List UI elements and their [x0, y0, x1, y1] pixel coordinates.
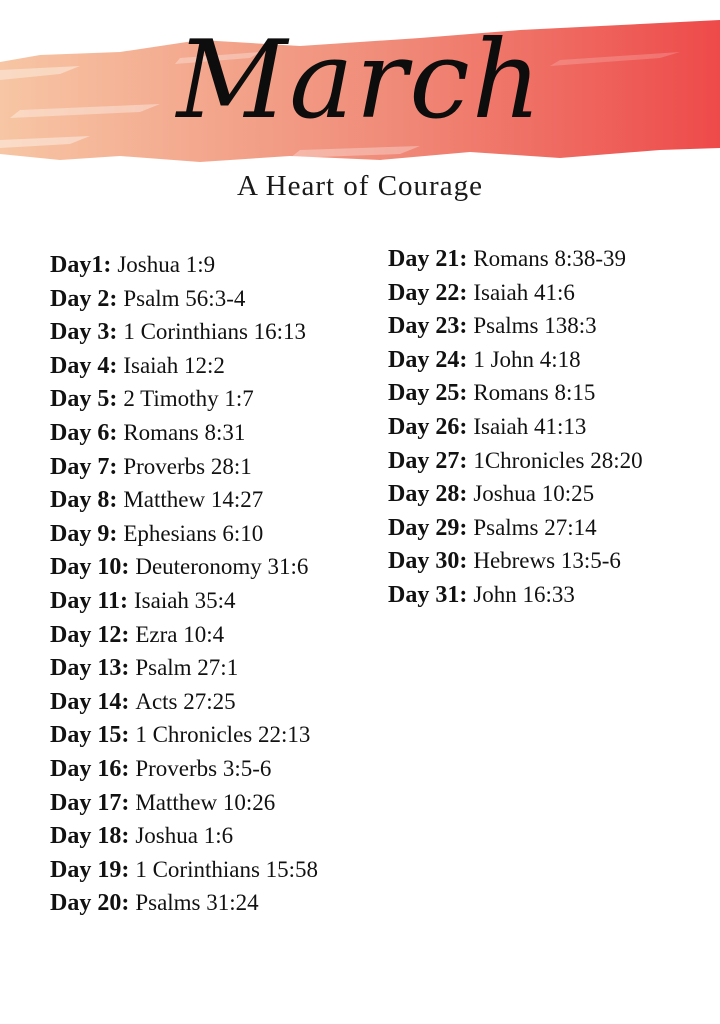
verse-reference: Romans 8:15 — [473, 380, 596, 406]
day-label: Day 30: — [388, 548, 468, 575]
day-label: Day 10: — [50, 554, 130, 581]
reading-entry — [388, 578, 643, 612]
day-label: Day 21: — [388, 246, 468, 272]
verse-reference: Isaiah 12:2 — [123, 352, 225, 378]
reading-entry — [388, 343, 643, 377]
verse-reference: Joshua 1:6 — [135, 823, 234, 849]
verse-reference: Isaiah 41:6 — [473, 279, 575, 305]
reading-entry — [50, 685, 318, 719]
reading-entry — [388, 309, 643, 343]
day-label: Day 29: — [388, 514, 468, 541]
verse-reference: Matthew 10:26 — [135, 789, 276, 815]
reading-entry — [50, 584, 318, 618]
day-label: Day 17: — [50, 789, 130, 816]
day-label: Day1: — [50, 252, 112, 278]
reading-entry — [50, 550, 318, 584]
verse-reference: 1 John 4:18 — [473, 346, 581, 372]
verse-reference: Joshua 10:25 — [473, 481, 595, 507]
verse-reference: 1 Corinthians 16:13 — [123, 319, 307, 345]
verse-reference: Acts 27:25 — [135, 688, 236, 714]
reading-entry — [50, 718, 318, 752]
day-label: Day 11: — [50, 587, 128, 614]
verse-reference: 1Chronicles 28:20 — [473, 447, 643, 473]
verse-reference: Proverbs 3:5-6 — [135, 755, 272, 781]
day-label: Day 8: — [50, 487, 118, 514]
verse-reference: Deuteronomy 31:6 — [135, 554, 309, 580]
reading-entry — [388, 444, 643, 478]
verse-reference: Joshua 1:9 — [117, 252, 216, 277]
verse-reference: Hebrews 13:5-6 — [473, 548, 621, 574]
verse-reference: 1 Corinthians 15:58 — [135, 856, 319, 882]
verse-reference: Ezra 10:4 — [135, 621, 225, 647]
verse-reference: Ephesians 6:10 — [123, 520, 264, 546]
day-label: Day 12: — [50, 621, 130, 648]
day-label: Day 13: — [50, 655, 130, 682]
reading-entry — [50, 853, 318, 887]
reading-entry — [50, 416, 318, 450]
reading-entry — [50, 282, 318, 316]
day-label: Day 6: — [50, 419, 118, 446]
verse-reference: Psalms 138:3 — [473, 313, 597, 339]
day-label: Day 18: — [50, 823, 130, 850]
reading-list-left — [50, 248, 318, 920]
reading-entry — [388, 410, 643, 444]
verse-reference: Romans 8:31 — [123, 419, 246, 445]
month-title: March — [176, 18, 544, 143]
reading-entry — [50, 382, 318, 416]
verse-reference: 1 Chronicles 22:13 — [135, 722, 311, 748]
reading-entry — [388, 544, 643, 578]
verse-reference: Proverbs 28:1 — [123, 453, 252, 479]
reading-entry — [50, 618, 318, 652]
verse-reference: 2 Timothy 1:7 — [123, 386, 254, 412]
verse-reference: Psalms 31:24 — [135, 890, 259, 916]
day-label: Day 2: — [50, 285, 118, 312]
day-label: Day 19: — [50, 856, 130, 883]
reading-entry — [50, 450, 318, 484]
reading-entry — [388, 477, 643, 511]
day-label: Day 22: — [388, 279, 468, 306]
verse-reference: Matthew 14:27 — [123, 487, 264, 513]
day-label: Day 5: — [50, 386, 118, 413]
day-label: Day 20: — [50, 890, 130, 917]
reading-entry — [50, 517, 318, 551]
verse-reference: Psalms 27:14 — [473, 514, 597, 540]
reading-entry — [50, 752, 318, 786]
verse-reference: Isaiah 35:4 — [134, 587, 236, 613]
reading-entry — [50, 651, 318, 685]
day-label: Day 7: — [50, 453, 118, 480]
day-label: Day 3: — [50, 319, 118, 346]
day-label: Day 24: — [388, 346, 468, 373]
verse-reference: Psalm 56:3-4 — [123, 285, 246, 311]
day-label: Day 27: — [388, 447, 468, 474]
reading-list-right — [388, 242, 643, 612]
reading-entry — [50, 886, 318, 920]
page-subtitle: A Heart of Courage — [237, 170, 483, 202]
reading-entry — [50, 315, 318, 349]
reading-entry — [388, 276, 643, 310]
reading-entry — [50, 786, 318, 820]
day-label: Day 28: — [388, 481, 468, 508]
reading-entry — [50, 483, 318, 517]
day-label: Day 4: — [50, 352, 118, 379]
reading-entry — [50, 248, 318, 282]
day-label: Day 31: — [388, 581, 468, 608]
day-label: Day 16: — [50, 755, 130, 782]
verse-reference: Psalm 27:1 — [135, 655, 239, 681]
verse-reference: Isaiah 41:13 — [473, 413, 587, 439]
reading-entry — [388, 376, 643, 410]
reading-entry — [388, 511, 643, 545]
day-label: Day 25: — [388, 380, 468, 407]
reading-entry — [50, 819, 318, 853]
reading-entry — [388, 242, 643, 276]
reading-entry — [50, 349, 318, 383]
day-label: Day 14: — [50, 688, 130, 715]
day-label: Day 15: — [50, 722, 130, 749]
day-label: Day 23: — [388, 313, 468, 340]
day-label: Day 26: — [388, 413, 468, 440]
day-label: Day 9: — [50, 520, 118, 547]
verse-reference: Romans 8:38-39 — [473, 246, 627, 271]
verse-reference: John 16:33 — [473, 581, 575, 607]
